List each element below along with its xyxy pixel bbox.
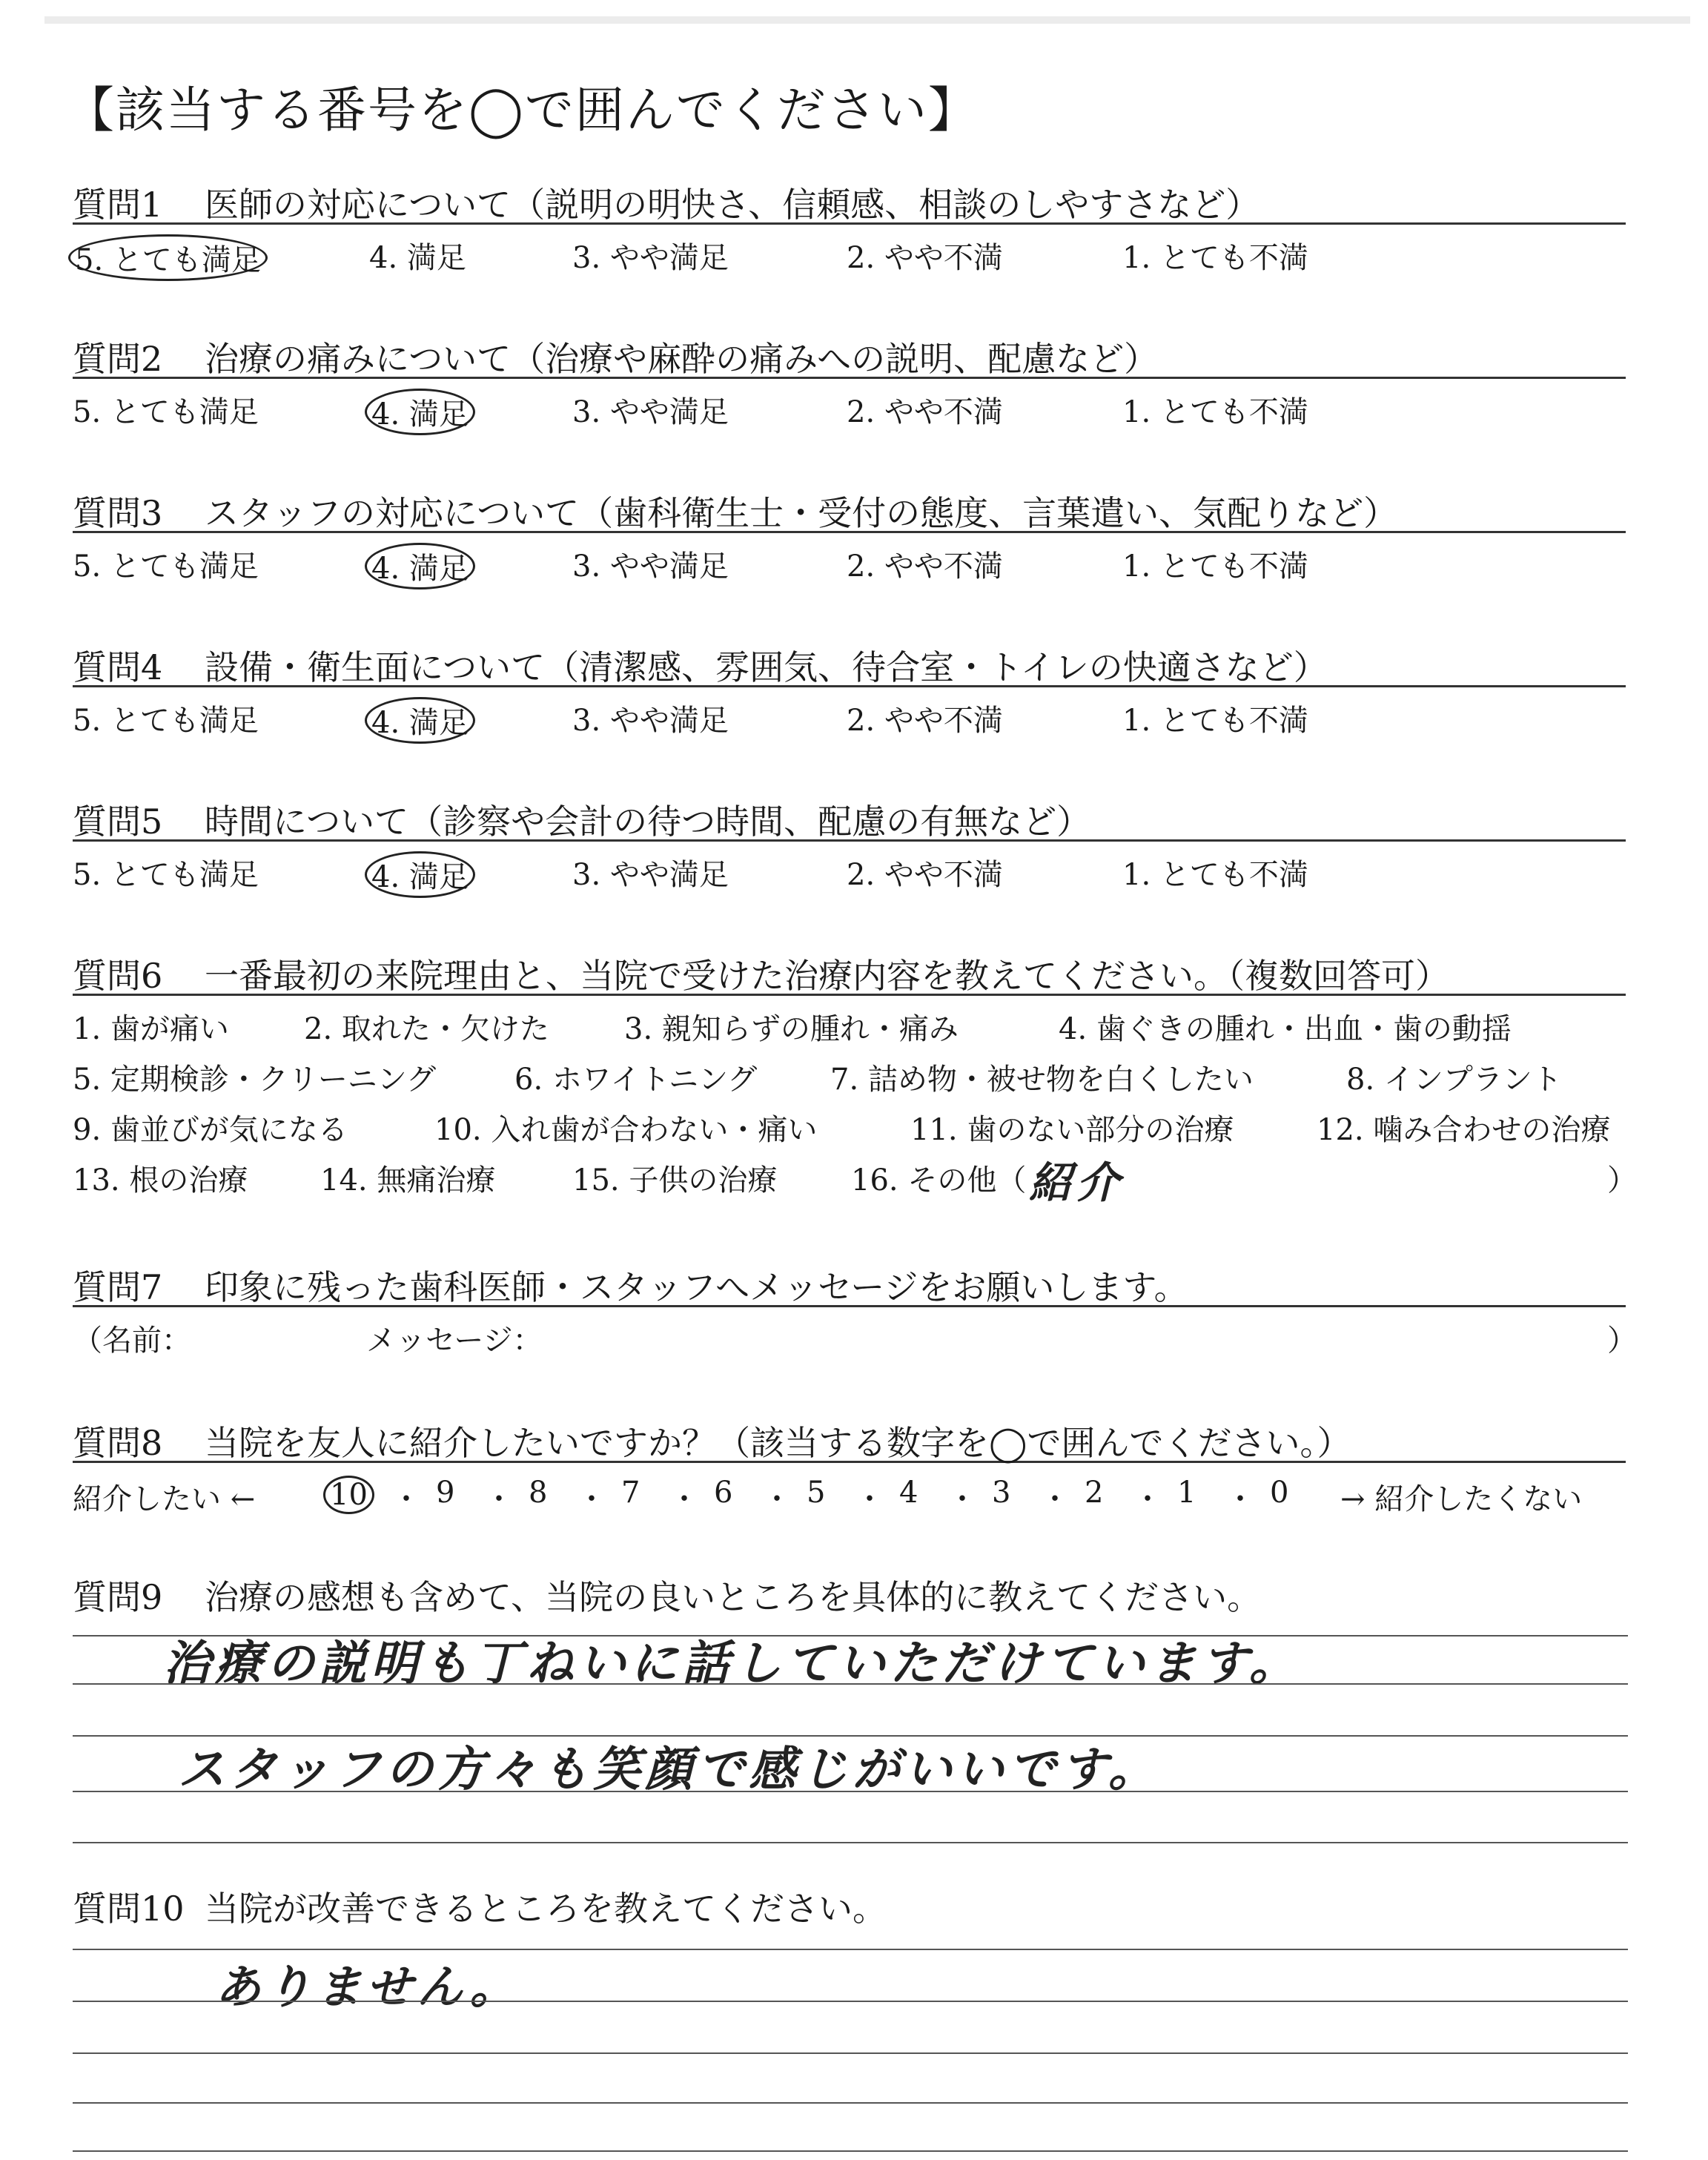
scale-dot: ・ bbox=[577, 1482, 606, 1516]
q10-handwritten-answer: ありません。 bbox=[215, 1960, 520, 2014]
option-3[interactable]: 3. やや満足 bbox=[572, 549, 729, 584]
rating-options bbox=[73, 697, 1629, 740]
reason-option[interactable]: 8. インプラント bbox=[1346, 1063, 1562, 1097]
name-label: （名前： bbox=[73, 1324, 191, 1358]
reason-option-other[interactable]: 16. その他（ bbox=[851, 1163, 1027, 1198]
option-2[interactable]: 2. やや不満 bbox=[847, 241, 1003, 275]
scale-dot: ・ bbox=[1040, 1482, 1070, 1516]
scale-dot: ・ bbox=[1225, 1482, 1255, 1516]
question-text: 当院が改善できるところを教えてください。 bbox=[205, 1889, 887, 1929]
question-text: 印象に残った歯科医師・スタッフへメッセージをお願いします。 bbox=[205, 1267, 1188, 1307]
question-9-heading bbox=[73, 1571, 1626, 1615]
reason-option[interactable]: 10. 入れ歯が合わない・痛い bbox=[434, 1113, 818, 1147]
rating-options bbox=[73, 234, 1629, 277]
option-3[interactable]: 3. やや満足 bbox=[572, 704, 729, 738]
scale-dot: ・ bbox=[1133, 1482, 1162, 1516]
reason-option[interactable]: 7. 詰め物・被せ物を白くしたい bbox=[830, 1063, 1254, 1097]
option-2[interactable]: 2. やや不満 bbox=[847, 858, 1003, 892]
scale-right-label: → 紹介したくない bbox=[1340, 1482, 1583, 1516]
scale-value[interactable]: 2 bbox=[1085, 1476, 1104, 1510]
option-5[interactable]: 5. とても満足 bbox=[73, 395, 259, 429]
scale-dot: ・ bbox=[855, 1482, 884, 1516]
answer-rule bbox=[73, 1842, 1628, 1843]
question-label: 質問8 bbox=[73, 1423, 163, 1463]
question-3 bbox=[73, 486, 1629, 590]
scale-value[interactable]: 7 bbox=[621, 1476, 640, 1510]
question-10-heading bbox=[73, 1882, 1626, 1929]
question-5-heading bbox=[73, 795, 1626, 842]
question-2 bbox=[73, 332, 1629, 436]
option-1[interactable]: 1. とても不満 bbox=[1122, 858, 1308, 892]
option-2[interactable]: 2. やや不満 bbox=[847, 395, 1003, 429]
question-7 bbox=[73, 1261, 1637, 1364]
question-label: 質問9 bbox=[73, 1577, 163, 1617]
reason-checklist bbox=[73, 1005, 1637, 1207]
rating-options bbox=[73, 543, 1629, 586]
selected-circle: 4. 満足 bbox=[365, 543, 475, 589]
question-10 bbox=[73, 1882, 1629, 1929]
option-1[interactable]: 1. とても不満 bbox=[1122, 549, 1308, 584]
option-2[interactable]: 2. やや不満 bbox=[847, 549, 1003, 584]
question-label: 質問7 bbox=[73, 1267, 163, 1307]
question-5 bbox=[73, 795, 1629, 899]
question-4-heading bbox=[73, 641, 1626, 687]
answer-rule bbox=[73, 1683, 1628, 1685]
option-4-selected[interactable] bbox=[369, 851, 475, 898]
question-2-heading bbox=[73, 332, 1626, 379]
question-label: 質問5 bbox=[73, 802, 163, 842]
question-8-heading bbox=[73, 1416, 1626, 1463]
checklist-row bbox=[73, 1106, 1637, 1157]
reason-option[interactable]: 12. 噛み合わせの治療 bbox=[1317, 1113, 1611, 1147]
question-label: 質問6 bbox=[73, 956, 163, 996]
question-6-heading bbox=[73, 949, 1626, 996]
question-label: 質問10 bbox=[73, 1889, 185, 1929]
scale-value[interactable]: 4 bbox=[899, 1476, 918, 1510]
question-label: 質問1 bbox=[73, 185, 163, 225]
question-label: 質問2 bbox=[73, 339, 163, 379]
scale-value-selected[interactable]: 10 bbox=[323, 1476, 374, 1514]
option-1[interactable]: 1. とても不満 bbox=[1122, 241, 1308, 275]
scale-dot: ・ bbox=[762, 1482, 792, 1516]
scale-value[interactable]: 8 bbox=[529, 1476, 548, 1510]
question-text: 医師の対応について（説明の明快さ、信頼感、相談のしやすさなど） bbox=[205, 185, 1260, 225]
message-label: メッセージ： bbox=[366, 1324, 543, 1358]
scale-dot: ・ bbox=[669, 1482, 699, 1516]
option-1[interactable]: 1. とても不満 bbox=[1122, 704, 1308, 738]
question-text: 設備・衛生面について（清潔感、雰囲気、待合室・トイレの快適さなど） bbox=[205, 647, 1328, 687]
checklist-row bbox=[73, 1157, 1637, 1207]
page-title: 【該当する番号を◯で囲んでください】 bbox=[65, 82, 979, 139]
question-1-heading bbox=[73, 178, 1626, 225]
scale-value[interactable]: 1 bbox=[1177, 1476, 1196, 1510]
reason-option[interactable]: 4. 歯ぐきの腫れ・出血・歯の動揺 bbox=[1059, 1012, 1512, 1046]
other-handwritten-answer: 紹介 bbox=[1029, 1157, 1125, 1208]
option-5[interactable]: 5. とても満足 bbox=[73, 549, 259, 584]
close-paren: ） bbox=[1607, 1324, 1637, 1358]
scale-value[interactable]: 6 bbox=[714, 1476, 733, 1510]
option-3[interactable]: 3. やや満足 bbox=[572, 858, 729, 892]
option-3[interactable]: 3. やや満足 bbox=[572, 395, 729, 429]
option-4-selected[interactable] bbox=[369, 543, 475, 589]
question-9 bbox=[73, 1571, 1629, 1615]
question-text: 当院を友人に紹介したいですか？（該当する数字を◯で囲んでください。） bbox=[205, 1423, 1351, 1463]
question-text: 時間について（診察や会計の待つ時間、配慮の有無など） bbox=[205, 802, 1091, 842]
reason-option[interactable]: 3. 親知らずの腫れ・痛み bbox=[624, 1012, 959, 1046]
question-6 bbox=[73, 949, 1629, 994]
question-label: 質問3 bbox=[73, 493, 163, 533]
reason-option[interactable]: 15. 子供の治療 bbox=[572, 1163, 778, 1198]
scale-left-label: 紹介したい ← bbox=[73, 1482, 256, 1516]
rating-options bbox=[73, 389, 1629, 432]
answer-rule bbox=[73, 2001, 1628, 2002]
option-4-selected[interactable] bbox=[369, 697, 475, 744]
reason-option[interactable]: 1. 歯が痛い bbox=[73, 1012, 229, 1046]
option-3[interactable]: 3. やや満足 bbox=[572, 241, 729, 275]
option-5[interactable]: 5. とても満足 bbox=[73, 858, 259, 892]
question-label: 質問4 bbox=[73, 647, 163, 687]
scale-value[interactable]: 0 bbox=[1270, 1476, 1289, 1510]
answer-rule bbox=[73, 2150, 1628, 2152]
scale-value[interactable]: 9 bbox=[436, 1476, 455, 1510]
close-paren: ） bbox=[1607, 1163, 1637, 1198]
option-5[interactable]: 5. とても満足 bbox=[73, 704, 259, 738]
question-text: 治療の痛みについて（治療や麻酔の痛みへの説明、配慮など） bbox=[205, 339, 1159, 379]
question-text: スタッフの対応について（歯科衛生士・受付の態度、言葉遣い、気配りなど） bbox=[205, 493, 1398, 533]
scale-dot: ・ bbox=[391, 1482, 421, 1516]
reason-option[interactable]: 2. 取れた・欠けた bbox=[304, 1012, 549, 1046]
answer-rule bbox=[73, 2052, 1628, 2054]
option-2[interactable]: 2. やや不満 bbox=[847, 704, 1003, 738]
scale-value[interactable]: 3 bbox=[992, 1476, 1011, 1510]
answer-rule bbox=[73, 2102, 1628, 2104]
question-text: 一番最初の来院理由と、当院で受けた治療内容を教えてください。（複数回答可） bbox=[205, 956, 1449, 996]
checklist-row bbox=[73, 1056, 1637, 1106]
option-4[interactable]: 4. 満足 bbox=[369, 241, 466, 275]
option-4-selected[interactable] bbox=[369, 389, 475, 435]
question-3-heading bbox=[73, 486, 1626, 533]
question-1 bbox=[73, 178, 1629, 282]
selected-circle: 4. 満足 bbox=[365, 697, 475, 744]
reason-option[interactable]: 13. 根の治療 bbox=[73, 1163, 248, 1198]
reason-option[interactable]: 6. ホワイトニング bbox=[514, 1063, 758, 1097]
question-4 bbox=[73, 641, 1629, 744]
message-field bbox=[73, 1317, 1637, 1358]
reason-option[interactable]: 9. 歯並びが気になる bbox=[73, 1113, 348, 1147]
scale-value[interactable]: 5 bbox=[807, 1476, 826, 1510]
scale-dot: ・ bbox=[484, 1482, 514, 1516]
rating-options bbox=[73, 851, 1629, 894]
reason-option[interactable]: 5. 定期検診・クリーニング bbox=[73, 1063, 437, 1097]
referral-scale bbox=[73, 1476, 1629, 1516]
question-text: 治療の感想も含めて、当院の良いところを具体的に教えてください。 bbox=[205, 1577, 1262, 1617]
reason-option[interactable]: 14. 無痛治療 bbox=[320, 1163, 496, 1198]
reason-option[interactable]: 11. 歯のない部分の治療 bbox=[910, 1113, 1234, 1147]
question-7-heading bbox=[73, 1261, 1626, 1307]
question-8 bbox=[73, 1416, 1629, 1461]
checklist-row bbox=[73, 1005, 1637, 1056]
option-5-selected[interactable] bbox=[73, 234, 268, 281]
selected-circle: 4. 満足 bbox=[365, 851, 475, 898]
selected-circle: 5. とても満足 bbox=[68, 234, 268, 281]
answer-rule bbox=[73, 1791, 1628, 1792]
selected-circle: 4. 満足 bbox=[365, 389, 475, 435]
scale-dot: ・ bbox=[947, 1482, 977, 1516]
q9-handwritten-answer-line-2: スタッフの方々も笑顔で感じがいいです。 bbox=[178, 1743, 1160, 1797]
q9-handwritten-answer-line-1: 治療の説明も丁ねいに話していただけています。 bbox=[163, 1636, 1301, 1691]
option-1[interactable]: 1. とても不満 bbox=[1122, 395, 1308, 429]
